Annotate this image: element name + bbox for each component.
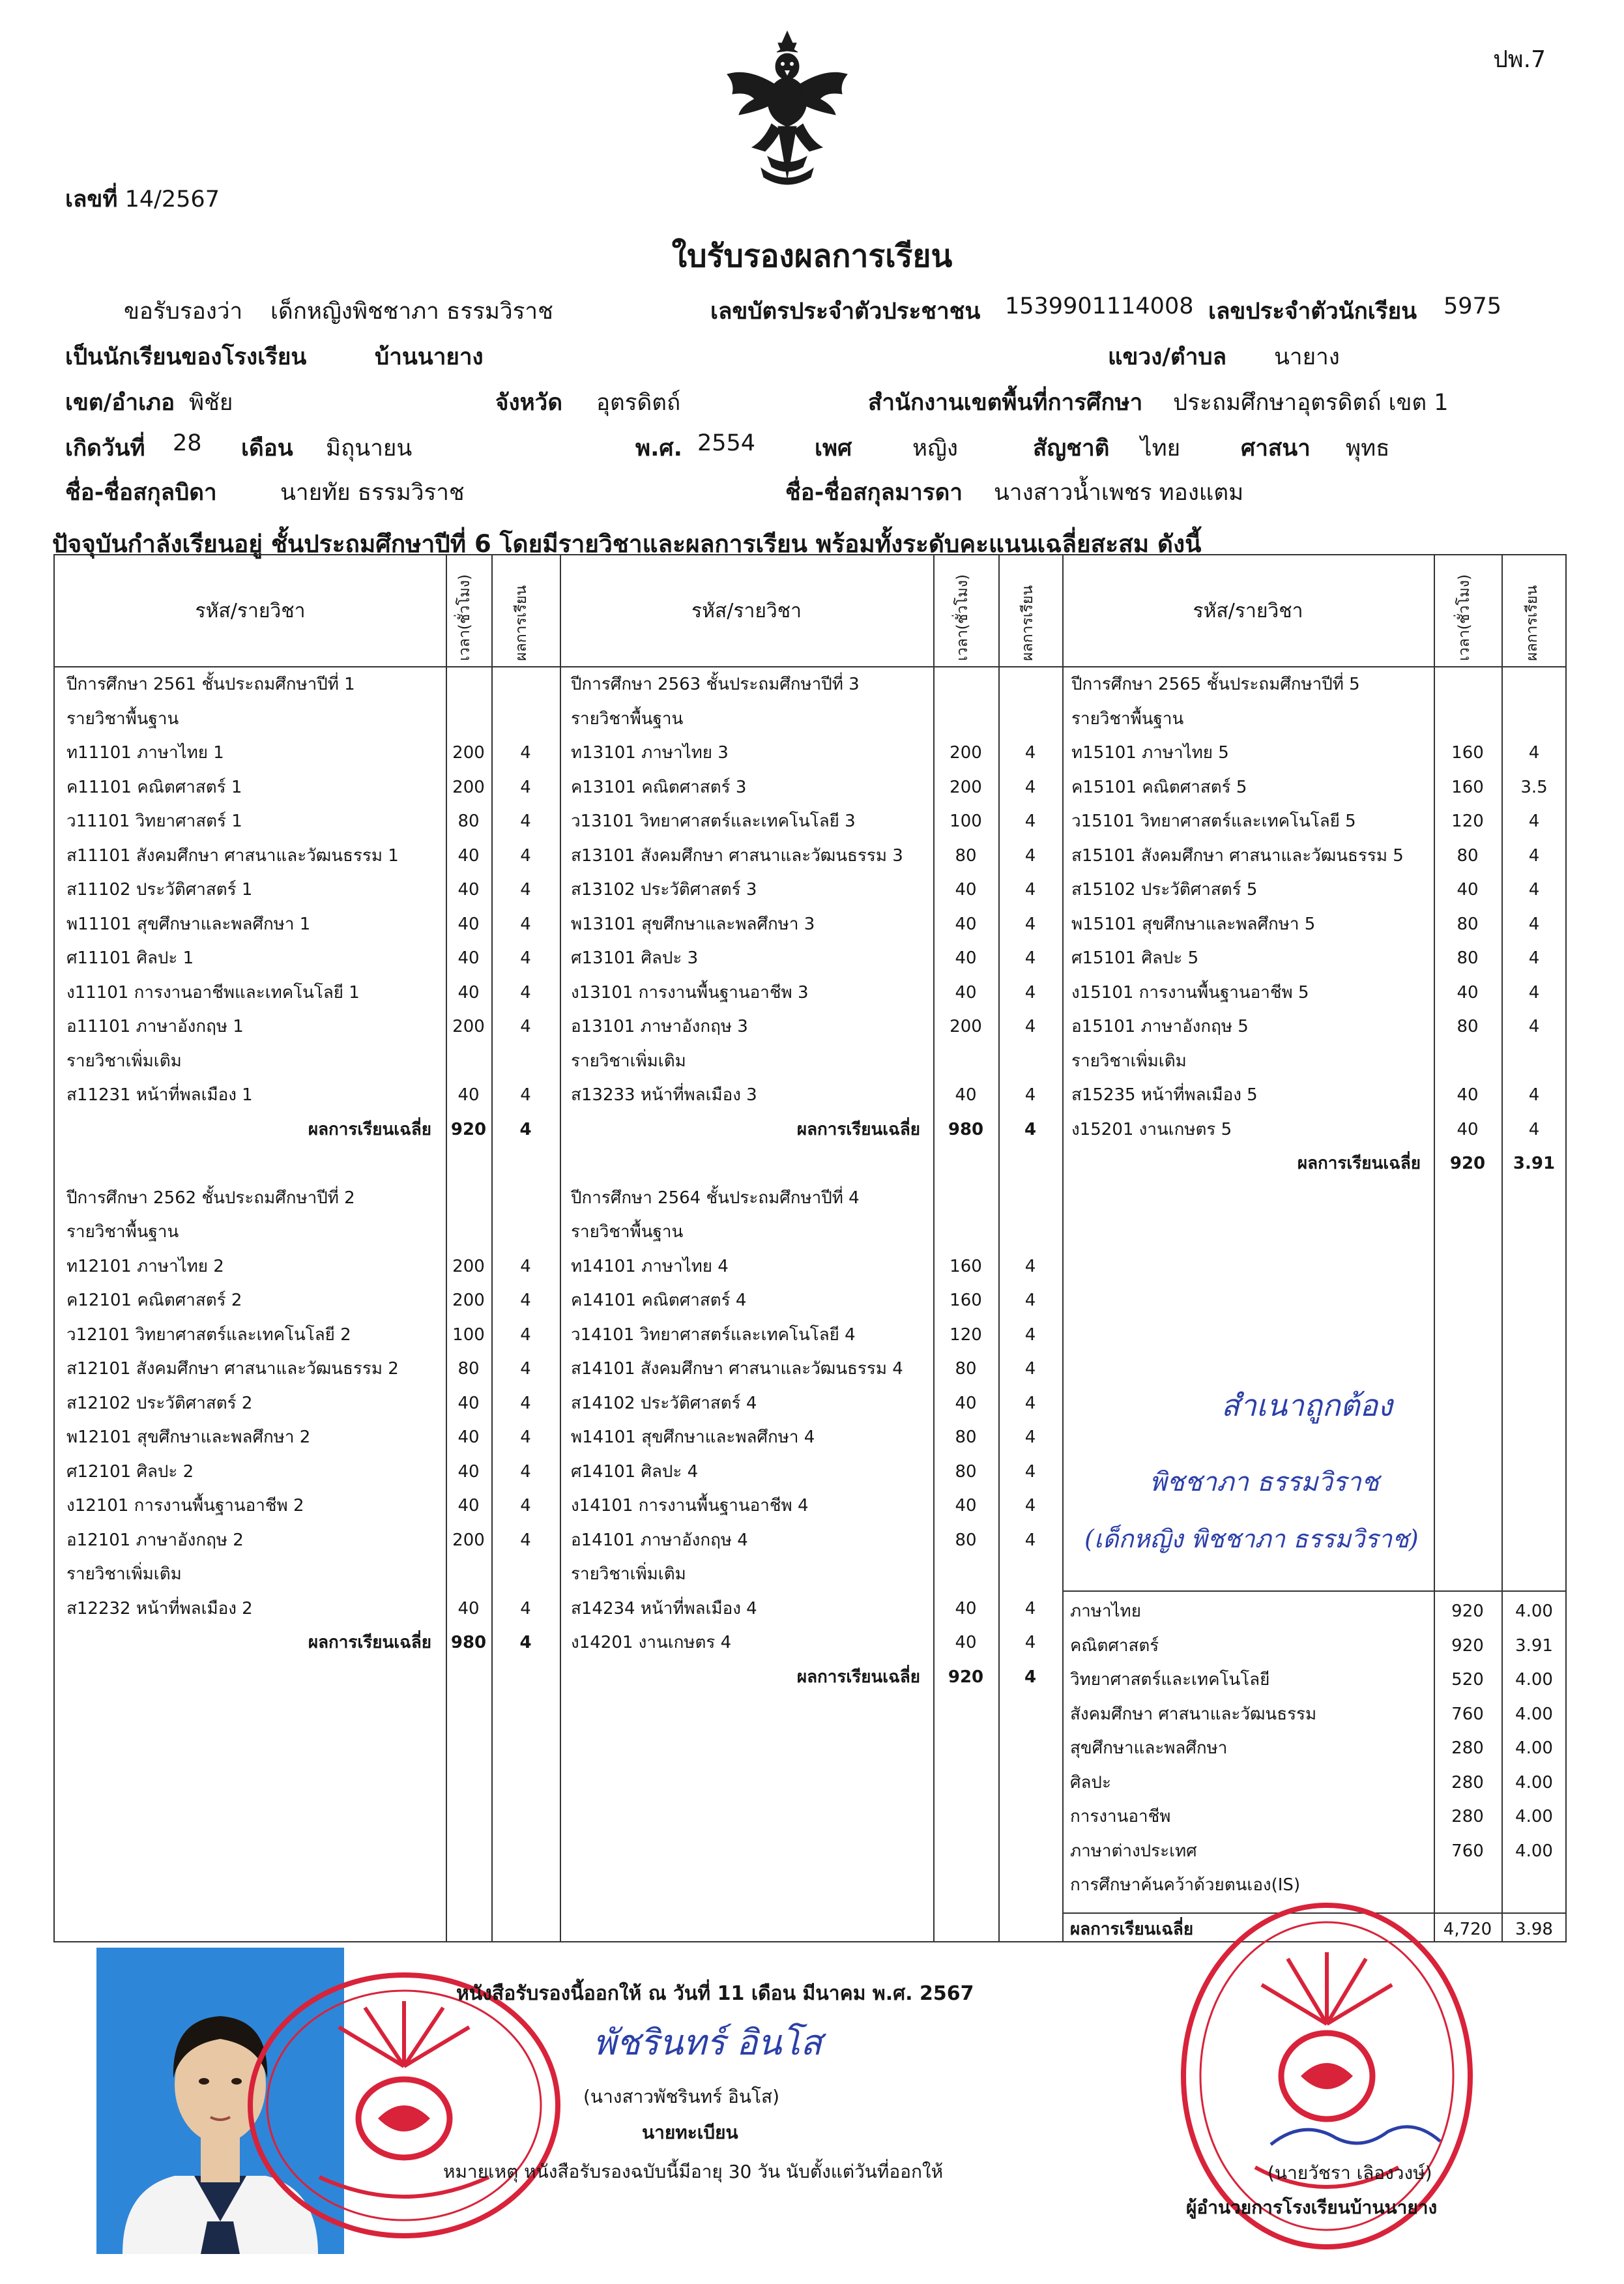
hours-cell: 160 [950,1256,982,1276]
handwriting-line-1: สำเนาถูกต้อง [1221,1388,1393,1423]
hours-cell: 40 [955,1633,977,1652]
hours-cell: 80 [955,1530,977,1550]
grade-cell: 4 [1024,1017,1036,1036]
summary-grade: 4.00 [1515,1670,1553,1690]
section-heading: รายวิชาเพิ่มเติม [571,1564,686,1584]
mother-label: ชื่อ-ชื่อสกุลมารดา [785,480,963,506]
grade-cell: 4 [1528,743,1540,763]
subject-row: ส12232 หน้าที่พลเมือง 2 [66,1598,253,1618]
form-code: ปพ.7 [1493,46,1546,73]
page-title: ใบรับรองผลการเรียน [671,238,953,274]
hours-cell: 40 [955,880,977,900]
subject-row: ส11102 ประวัติศาสตร์ 1 [66,880,253,900]
father-name: นายทัย ธรรมวิราช [280,480,465,506]
subject-row: ง12101 การงานพื้นฐานอาชีพ 2 [66,1496,304,1515]
grade-cell: 4 [1024,1496,1036,1515]
grade-cell: 4 [1024,914,1036,934]
birth-month-label: เดือน [241,435,293,461]
subject-row: ท12101 ภาษาไทย 2 [66,1256,224,1276]
average-grade: 3.91 [1513,1154,1556,1173]
grade-cell: 4 [1024,845,1036,866]
summary-grade: 4.00 [1515,1807,1553,1826]
average-grade: 4 [519,1119,532,1139]
header-result: ผลการเรียน [1019,585,1036,661]
hours-cell: 80 [955,845,977,866]
grade-cell: 4 [520,982,531,1003]
subject-row: ส13233 หน้าที่พลเมือง 3 [571,1085,757,1105]
summary-subject: การงานอาชีพ [1070,1807,1171,1826]
subject-row: ท11101 ภาษาไทย 1 [66,743,224,763]
subject-row: พ13101 สุขศึกษาและพลศึกษา 3 [571,914,815,934]
header-result: ผลการเรียน [1524,585,1541,661]
average-hours: 920 [450,1119,487,1139]
hours-cell: 40 [457,1496,480,1515]
student-id-label: เลขประจำตัวนักเรียน [1208,299,1417,325]
summary-hours: 920 [1451,1635,1484,1656]
hours-cell: 40 [955,1393,977,1413]
hours-cell: 40 [457,1598,480,1618]
summary-grade: 4.00 [1515,1602,1553,1621]
grade-cell: 4 [1528,880,1540,900]
grade-cell: 4 [1024,743,1036,763]
hours-cell: 40 [955,1496,977,1515]
hours-cell: 40 [955,1598,977,1618]
grade-cell: 4 [1024,1291,1036,1310]
hours-cell: 200 [452,1256,485,1276]
subject-row: ส15101 สังคมศึกษา ศาสนาและวัฒนธรรม 5 [1071,845,1404,866]
subject-row: ท14101 ภาษาไทย 4 [571,1256,729,1276]
hours-cell: 160 [950,1291,982,1310]
hours-cell: 80 [955,1428,977,1447]
summary-subject: สุขศึกษาและพลศึกษา [1070,1738,1228,1758]
section-heading: รายวิชาพื้นฐาน [571,709,684,729]
grade-cell: 4 [1024,1530,1036,1550]
subject-row: ส14234 หน้าที่พลเมือง 4 [571,1598,757,1618]
grade-cell: 4 [1024,1256,1036,1276]
hours-cell: 200 [452,1017,485,1036]
director-name: (นายวัชรา เลิองวงษ์) [1268,2162,1432,2184]
province-label: จังหวัด [495,390,563,416]
document-number: เลขที่ 14/2567 [65,186,220,212]
subject-row: พ14101 สุขศึกษาและพลศึกษา 4 [571,1428,815,1447]
grade-cell: 4 [520,1017,531,1036]
validity-note: หมายเหตุ หนังสือรับรองฉบับนี้มีอายุ 30 วัน นับตั้งแต่วันที่ออกให้ [443,2161,944,2182]
summary-hours: 280 [1451,1772,1484,1793]
subject-row: ส11231 หน้าที่พลเมือง 1 [66,1085,253,1105]
director-signature [1264,2112,1447,2158]
subject-row: ว12101 วิทยาศาสตร์และเทคโนโลยี 2 [66,1325,351,1345]
nationality-label: สัญชาติ [1033,435,1110,461]
summary-hours: 920 [1451,1602,1484,1621]
registrar-signature [567,2008,841,2079]
grade-cell: 4 [1528,1085,1540,1105]
grade-cell: 4 [1024,812,1036,831]
section-heading: รายวิชาพื้นฐาน [66,1222,179,1242]
hours-cell: 40 [457,982,480,1003]
grade-cell: 4 [520,948,531,968]
summary-subject: การศึกษาค้นคว้าด้วยตนเอง(IS) [1070,1875,1301,1895]
grade-cell: 4 [1024,1633,1036,1652]
hours-cell: 80 [457,1359,480,1379]
summary-grade: 4.00 [1515,1704,1553,1724]
issue-date-line: หนังสือรับรองนี้ออกให้ ณ วันที่ 11 เดือน มีนาคม พ.ศ. 2567 [456,1982,974,2005]
section-heading: รายวิชาพื้นฐาน [571,1222,684,1242]
summary-subject: สังคมศึกษา ศาสนาและวัฒนธรรม [1070,1704,1317,1724]
summary-hours: 760 [1451,1704,1484,1724]
hours-cell: 40 [457,1085,480,1105]
average-hours: 980 [948,1119,984,1139]
header-hours: เวลา(ชั่วโมง) [1456,574,1473,661]
summary-subject: ภาษาต่างประเทศ [1070,1841,1197,1861]
grade-cell: 4 [520,914,531,934]
year-heading: ปีการศึกษา 2565 ชั้นประถมศึกษาปีที่ 5 [1071,675,1360,694]
hours-cell: 40 [1457,1085,1479,1105]
subject-row: ส12102 ประวัติศาสตร์ 2 [66,1393,253,1413]
hours-cell: 120 [1451,812,1484,831]
hours-cell: 40 [955,948,977,968]
summary-hours: 520 [1451,1670,1484,1690]
section-heading: รายวิชาเพิ่มเติม [66,1564,182,1584]
grades-table [53,554,1567,1942]
subject-row: อ11101 ภาษาอังกฤษ 1 [66,1017,244,1036]
hours-cell: 120 [950,1325,982,1345]
sex-label: เพศ [815,435,852,461]
nationality: ไทย [1140,435,1181,461]
subject-row: ศ11101 ศิลปะ 1 [66,948,194,968]
year-heading: ปีการศึกษา 2562 ชั้นประถมศึกษาปีที่ 2 [66,1188,355,1208]
header-hours: เวลา(ชั่วโมง) [954,574,971,661]
subject-row: ค13101 คณิตศาสตร์ 3 [571,777,747,797]
hours-cell: 80 [457,812,480,831]
registrar-signature-text: พัชรินทร์ อินโส [593,2022,822,2063]
section-heading: รายวิชาเพิ่มเติม [1071,1051,1187,1071]
grade-cell: 4 [520,1428,531,1447]
district: พิชัย [189,390,233,416]
grade-cell: 4 [520,1598,531,1618]
summary-rule [1062,1590,1565,1592]
subject-row: พ12101 สุขศึกษาและพลศึกษา 2 [66,1428,311,1447]
grade-cell: 4 [1024,1085,1036,1105]
header-hours: เวลา(ชั่วโมง) [456,574,473,661]
grade-cell: 4 [520,1085,531,1105]
grade-cell: 4 [520,777,531,797]
grade-cell: 4 [1528,1119,1540,1139]
hours-cell: 160 [1451,743,1484,763]
summary-subject: ภาษาไทย [1070,1602,1141,1621]
grade-cell: 4 [1024,1393,1036,1413]
summary-hours: 280 [1451,1807,1484,1826]
header-result: ผลการเรียน [513,585,530,661]
subject-row: ส14102 ประวัติศาสตร์ 4 [571,1393,757,1413]
citizen-id-label: เลขบัตรประจำตัวประชาชน [710,299,981,325]
subject-row: ส13102 ประวัติศาสตร์ 3 [571,880,757,900]
header-subject: รหัส/รายวิชา [1193,600,1303,622]
hours-cell: 40 [457,914,480,934]
subject-row: ง13101 การงานพื้นฐานอาชีพ 3 [571,982,809,1003]
summary-grade: 4.00 [1515,1841,1553,1861]
subject-row: ส12101 สังคมศึกษา ศาสนาและวัฒนธรรม 2 [66,1359,399,1379]
subject-row: พ15101 สุขศึกษาและพลศึกษา 5 [1071,914,1316,934]
school-name: บ้านนายาง [375,344,484,370]
average-grade: 4 [1024,1119,1037,1139]
hours-cell: 200 [452,1291,485,1310]
summary-hours: 280 [1451,1738,1484,1758]
hours-cell: 40 [1457,982,1479,1003]
subject-row: อ12101 ภาษาอังกฤษ 2 [66,1530,244,1550]
subject-row: ส15102 ประวัติศาสตร์ 5 [1071,880,1258,900]
subject-row: อ13101 ภาษาอังกฤษ 3 [571,1017,748,1036]
grade-cell: 4 [1528,948,1540,968]
grade-cell: 4 [520,1530,531,1550]
subject-row: ค14101 คณิตศาสตร์ 4 [571,1291,747,1310]
hours-cell: 40 [457,948,480,968]
subject-row: ศ13101 ศิลปะ 3 [571,948,699,968]
header-subject: รหัส/รายวิชา [691,600,802,622]
header-subject: รหัส/รายวิชา [195,600,306,622]
grade-cell: 3.5 [1520,777,1548,797]
grade-cell: 4 [1528,845,1540,866]
registrar-name: (นางสาวพัชรินทร์ อินโส) [583,2086,780,2107]
section-heading: รายวิชาพื้นฐาน [66,709,179,729]
summary-total-hours: 4,720 [1443,1920,1492,1939]
subject-row: ท13101 ภาษาไทย 3 [571,743,729,763]
province: อุตรดิตถ์ [596,390,681,416]
birth-year-label: พ.ศ. [635,435,682,461]
section-heading: รายวิชาพื้นฐาน [1071,709,1184,729]
section-heading: รายวิชาเพิ่มเติม [66,1051,182,1071]
summary-subject: วิทยาศาสตร์และเทคโนโลยี [1070,1670,1270,1690]
grade-cell: 4 [520,1291,531,1310]
hours-cell: 40 [955,982,977,1003]
hours-cell: 80 [1457,845,1479,866]
summary-subject: ศิลปะ [1070,1772,1111,1793]
grade-cell: 4 [520,1496,531,1515]
subdistrict: นายาง [1274,344,1340,370]
hours-cell: 80 [1457,914,1479,934]
religion-label: ศาสนา [1241,435,1311,461]
year-heading: ปีการศึกษา 2564 ชั้นประถมศึกษาปีที่ 4 [571,1188,860,1208]
hours-cell: 40 [457,880,480,900]
summary-grade: 3.91 [1515,1635,1553,1656]
grade-cell: 4 [1024,1461,1036,1482]
year-heading: ปีการศึกษา 2563 ชั้นประถมศึกษาปีที่ 3 [571,675,860,694]
subject-row: ส13101 สังคมศึกษา ศาสนาและวัฒนธรรม 3 [571,845,903,866]
grade-cell: 4 [520,1256,531,1276]
hours-cell: 100 [950,812,982,831]
subdistrict-label: แขวง/ตำบล [1108,344,1227,370]
school-label: เป็นนักเรียนของโรงเรียน [65,344,307,370]
hours-cell: 200 [452,1530,485,1550]
subject-row: ง15101 การงานพื้นฐานอาชีพ 5 [1071,982,1309,1003]
summary-grade [1501,1872,1567,1898]
birth-month: มิถุนายน [326,435,413,461]
summary-grade: 4.00 [1515,1738,1553,1758]
subject-row: ส15235 หน้าที่พลเมือง 5 [1071,1085,1258,1105]
average-grade: 4 [519,1633,532,1652]
hours-cell: 200 [950,1017,982,1036]
summary-total-grade: 3.98 [1515,1920,1553,1939]
hours-cell: 80 [955,1461,977,1482]
average-label: ผลการเรียนเฉลี่ย [796,1667,920,1687]
hours-cell: 40 [457,1461,480,1482]
header-rule [55,666,1565,667]
grade-cell: 4 [1024,1598,1036,1618]
grade-cell: 4 [520,880,531,900]
grade-cell: 4 [1528,914,1540,934]
average-label: ผลการเรียนเฉลี่ย [1297,1154,1421,1173]
subject-row: ว14101 วิทยาศาสตร์และเทคโนโลยี 4 [571,1325,856,1345]
garuda-emblem-icon [722,29,852,190]
average-label: ผลการเรียนเฉลี่ย [308,1119,431,1139]
subject-row: ว15101 วิทยาศาสตร์และเทคโนโลยี 5 [1071,812,1356,831]
grade-cell: 4 [520,1461,531,1482]
grade-cell: 4 [1528,982,1540,1003]
hours-cell: 80 [1457,948,1479,968]
subject-row: ง15201 งานเกษตร 5 [1071,1119,1232,1139]
intro-sentence: ปัจจุบันกำลังเรียนอยู่ ชั้นประถมศึกษาปีที่ 6 โดยมีรายวิชาและผลการเรียน พร้อมทั้งระดับคะแนนเฉลี่ยสะสม ดังนี้ [52,530,1202,558]
sex: หญิง [912,435,958,461]
grade-cell: 4 [520,1393,531,1413]
summary-grade: 4.00 [1515,1772,1553,1793]
grade-cell: 4 [520,1325,531,1345]
grade-cell: 4 [520,812,531,831]
hours-cell: 40 [955,914,977,934]
subject-row: พ11101 สุขศึกษาและพลศึกษา 1 [66,914,311,934]
subject-row: ส14101 สังคมศึกษา ศาสนาและวัฒนธรรม 4 [571,1359,903,1379]
summary-total-label: ผลการเรียนเฉลี่ย [1070,1920,1194,1939]
birth-day-label: เกิดวันที่ [65,435,145,461]
father-label: ชื่อ-ชื่อสกุลบิดา [65,480,217,506]
hours-cell: 100 [452,1325,485,1345]
average-grade: 4 [1024,1667,1037,1687]
section-heading: รายวิชาเพิ่มเติม [571,1051,686,1071]
religion: พุทธ [1346,435,1390,461]
grade-cell: 4 [1024,1325,1036,1345]
subject-row: ศ12101 ศิลปะ 2 [66,1461,194,1482]
hours-cell: 200 [452,777,485,797]
hours-cell: 200 [950,743,982,763]
grade-cell: 4 [1528,812,1540,831]
hours-cell: 40 [457,845,480,866]
average-hours: 920 [948,1667,984,1687]
subject-row: ง11101 การงานอาชีพและเทคโนโลยี 1 [66,982,360,1003]
average-label: ผลการเรียนเฉลี่ย [308,1633,431,1652]
subject-row: ง14201 งานเกษตร 4 [571,1633,732,1652]
birth-year: 2554 [697,430,756,456]
column-divider [560,555,561,1941]
subject-row: ว11101 วิทยาศาสตร์ 1 [66,812,242,831]
summary-hours: 760 [1451,1841,1484,1861]
hours-cell: 40 [457,1393,480,1413]
birth-day: 28 [173,430,202,456]
grade-cell: 4 [1024,880,1036,900]
hours-cell: 80 [1457,1017,1479,1036]
subject-row: ค15101 คณิตศาสตร์ 5 [1071,777,1247,797]
grade-cell: 4 [520,743,531,763]
hours-cell: 40 [457,1428,480,1447]
subject-row: ท15101 ภาษาไทย 5 [1071,743,1229,763]
grade-cell: 4 [520,1359,531,1379]
average-hours: 980 [450,1633,487,1652]
subject-row: อ15101 ภาษาอังกฤษ 5 [1071,1017,1249,1036]
handwriting-line-2: พิชชาภา ธรรมวิราช [1150,1467,1379,1497]
hours-cell: 200 [452,743,485,763]
edu-office-label: สำนักงานเขตพื้นที่การศึกษา [868,390,1143,416]
handwritten-certification [1071,1377,1567,1585]
summary-subject: คณิตศาสตร์ [1070,1635,1159,1656]
subject-row: ง14101 การงานพื้นฐานอาชีพ 4 [571,1496,809,1515]
student-id: 5975 [1443,293,1502,319]
director-title: ผู้อำนวยการโรงเรียนบ้านนายาง [1186,2197,1438,2218]
handwriting-line-3: (เด็กหญิง พิชชาภา ธรรมวิราช) [1084,1525,1419,1553]
registrar-title: นายทะเบียน [642,2122,738,2143]
column-divider [1062,555,1064,1941]
grade-cell: 4 [1024,982,1036,1003]
grade-cell: 4 [1528,1017,1540,1036]
subject-row: ศ14101 ศิลปะ 4 [571,1461,699,1482]
hours-cell: 200 [950,777,982,797]
edu-office: ประถมศึกษาอุตรดิตถ์ เขต 1 [1173,390,1449,416]
subject-row: ค11101 คณิตศาสตร์ 1 [66,777,242,797]
grade-cell: 4 [520,845,531,866]
grade-cell: 4 [1024,948,1036,968]
hours-cell: 160 [1451,777,1484,797]
hours-cell: 80 [955,1359,977,1379]
hours-cell: 40 [1457,880,1479,900]
mother-name: นางสาวน้ำเพชร ทองแตม [994,480,1244,506]
district-label: เขต/อำเภอ [65,390,175,416]
student-name: เด็กหญิงพิชชาภา ธรรมวิราช [270,299,553,325]
subject-row: อ14101 ภาษาอังกฤษ 4 [571,1530,748,1550]
hours-cell: 40 [1457,1119,1479,1139]
grade-cell: 4 [1024,1359,1036,1379]
citizen-id: 1539901114008 [1005,293,1194,319]
average-label: ผลการเรียนเฉลี่ย [796,1119,920,1139]
subject-row: ศ15101 ศิลปะ 5 [1071,948,1199,968]
subject-row: ว13101 วิทยาศาสตร์และเทคโนโลยี 3 [571,812,856,831]
year-heading: ปีการศึกษา 2561 ชั้นประถมศึกษาปีที่ 1 [66,675,355,694]
subject-row: ส11101 สังคมศึกษา ศาสนาและวัฒนธรรม 1 [66,845,399,866]
hours-cell: 40 [955,1085,977,1105]
average-hours: 920 [1449,1154,1486,1173]
subject-row: ค12101 คณิตศาสตร์ 2 [66,1291,242,1310]
certify-label: ขอรับรองว่า [124,299,243,325]
grade-cell: 4 [1024,1428,1036,1447]
grade-cell: 4 [1024,777,1036,797]
